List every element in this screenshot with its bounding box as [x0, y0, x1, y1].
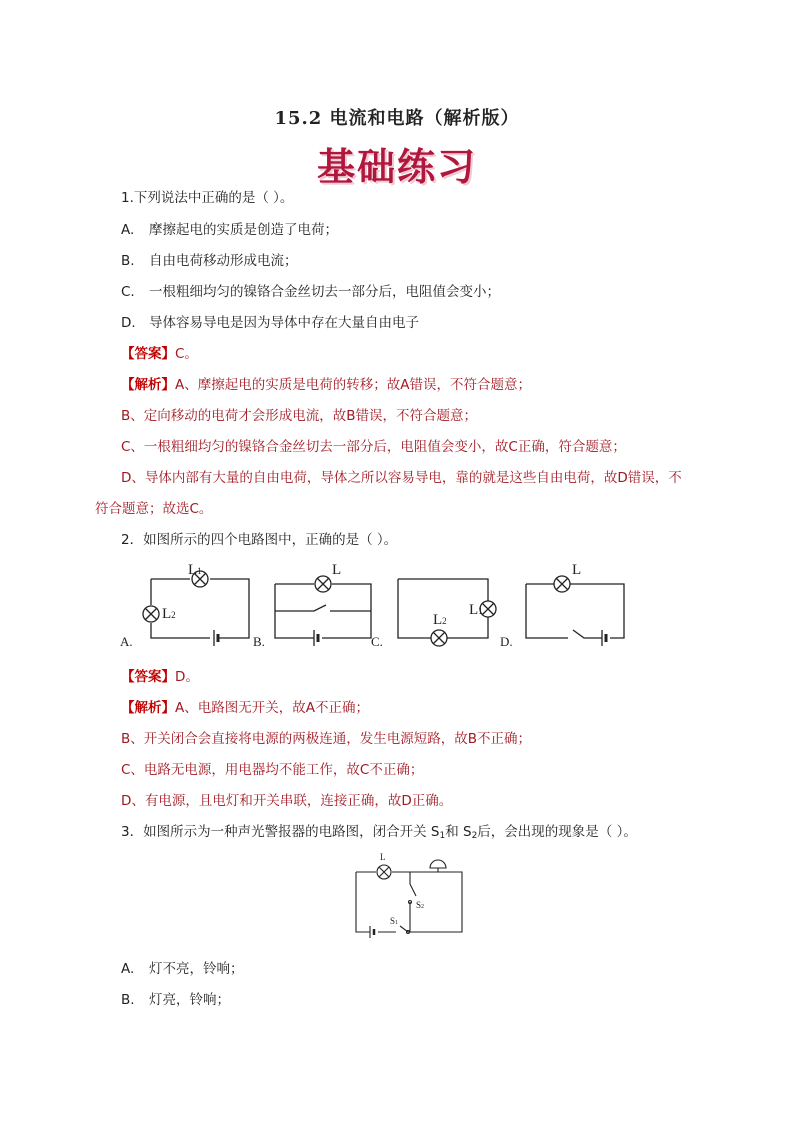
lamp-label-l1: L1: [469, 602, 483, 618]
analysis-tag: 【解析】: [121, 377, 175, 393]
question-2-answer: [121, 665, 199, 685]
question-3-alarm-circuit: [350, 850, 472, 944]
question-2-analysis-line-4: D、有电源，且电灯和开关串联，连接正确，故D正确。: [121, 793, 453, 809]
answer-value: C。: [175, 346, 198, 362]
analysis-text: A、电路图无开关，故A不正确；: [175, 700, 369, 716]
question-1-analysis-line-3: C、一根粗细均匀的镍铬合金丝切去一部分后，电阻值会变小，故C正确，符合题意；: [121, 439, 626, 455]
lamp-label-l2: L2: [433, 612, 447, 628]
analysis-tag: 【解析】: [121, 700, 175, 716]
question-1-stem: 1.下列说法中正确的是（ ）。: [121, 190, 294, 206]
question-1-answer: [121, 342, 198, 362]
question-2-stem: 2．如图所示的四个电路图中，正确的是（ ）。: [121, 532, 398, 548]
figure-letter-a: A.: [120, 634, 133, 649]
figure-letter-c: C.: [371, 634, 383, 649]
question-3-option-a: [121, 957, 244, 977]
figure-letter-d: D.: [500, 634, 513, 649]
answer-value: D。: [175, 669, 199, 685]
figure-letter-b: B.: [253, 634, 265, 649]
question-1-analysis-line-1: [121, 373, 531, 393]
circuit-a: [143, 571, 249, 646]
option-text: 自由电荷移动形成电流；: [149, 253, 298, 269]
question-1-analysis-line-5: 符合题意；故选C。: [95, 501, 213, 517]
option-letter: A.: [121, 961, 135, 977]
option-text: 灯不亮，铃响；: [149, 961, 244, 977]
switch-s1-label: S1: [390, 916, 399, 926]
option-letter: D.: [121, 315, 136, 331]
document-title: 15.2 电流和电路（解析版）: [274, 108, 520, 129]
question-1-option-a: [121, 218, 338, 238]
question-3-stem: 3．如图所示为一种声光警报器的电路图，闭合开关 $S_1$和 $S_2$后，会出现的现象是（ ）。: [121, 824, 637, 841]
answer-tag: 【答案】: [121, 346, 175, 362]
section-banner: 基础练习: [316, 144, 477, 189]
switch-s2-label: S2: [416, 900, 425, 910]
option-letter: A.: [121, 222, 135, 238]
analysis-text: A、摩擦起电的实质是电荷的转移；故A错误，不符合题意；: [175, 377, 531, 393]
lamp-label-l: L: [572, 562, 582, 578]
question-1-analysis-line-2: B、定向移动的电荷才会形成电流，故B错误，不符合题意；: [121, 408, 478, 424]
circuit-d: [526, 576, 624, 646]
question-2-circuit-figures: [118, 560, 638, 652]
lamp-label-l: L: [332, 562, 342, 578]
question-1-analysis-line-4: D、导体内部有大量的自由电荷，导体之所以容易导电，靠的就是这些自由电荷，故D错误，不: [121, 470, 682, 486]
question-1-option-b: [121, 249, 298, 269]
option-text: 一根粗细均匀的镍铬合金丝切去一部分后，电阻值会变小；: [149, 284, 500, 300]
answer-tag: 【答案】: [121, 669, 175, 685]
option-letter: B.: [121, 992, 135, 1008]
option-text: 导体容易导电是因为导体中存在大量自由电子: [149, 315, 419, 331]
question-2-analysis-line-1: [121, 696, 369, 716]
option-text: 灯亮，铃响；: [149, 992, 230, 1008]
question-2-analysis-line-2: B、开关闭合会直接将电源的两极连通，发生电源短路，故B不正确；: [121, 731, 532, 747]
circuit-b: [275, 576, 371, 646]
option-letter: B.: [121, 253, 135, 269]
question-2-analysis-line-3: C、电路无电源，用电器均不能工作，故C不正确；: [121, 762, 424, 778]
question-1-option-d: [121, 311, 419, 331]
question-1-option-c: [121, 280, 500, 300]
lamp-label: L: [380, 852, 386, 862]
option-text: 摩擦起电的实质是创造了电荷；: [149, 222, 338, 238]
option-letter: C.: [121, 284, 135, 300]
lamp-label-l2: L2: [162, 606, 176, 622]
question-3-option-b: [121, 988, 230, 1008]
lamp-label-l1: L1: [188, 562, 202, 578]
